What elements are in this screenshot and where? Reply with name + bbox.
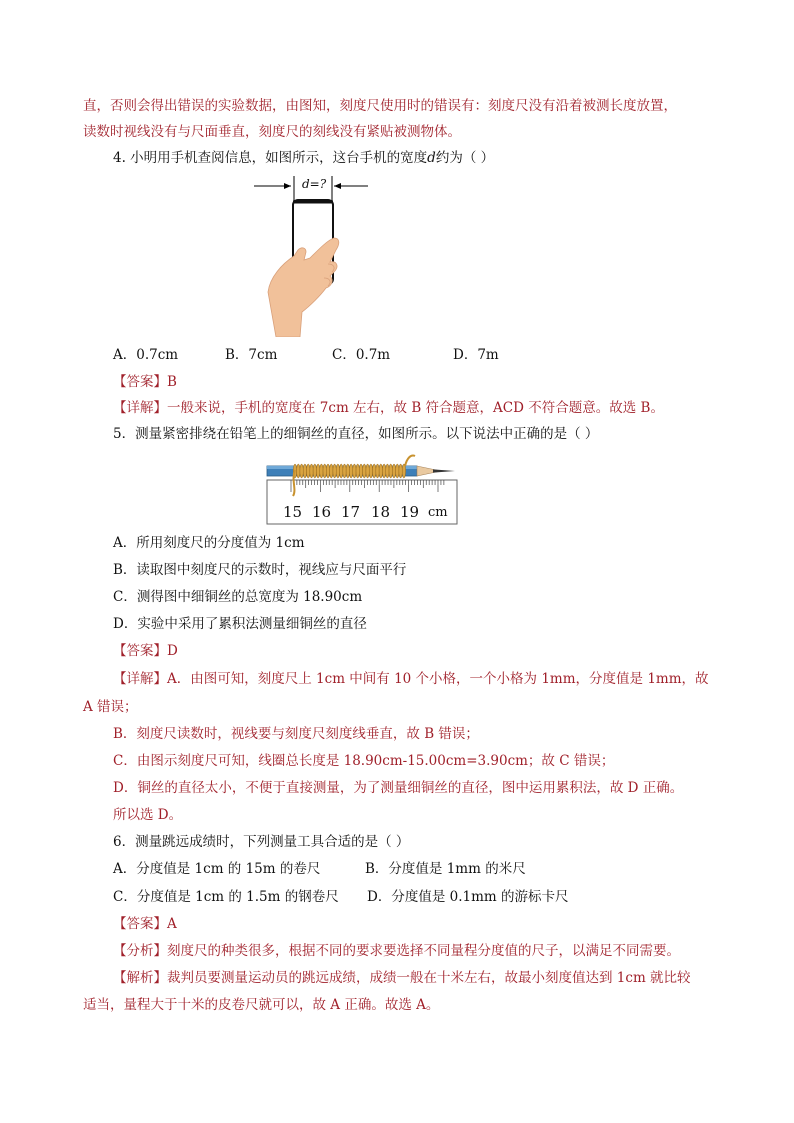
q5-detail-a-line1 [113, 669, 709, 689]
q4-answer [113, 372, 177, 392]
phone-width-label: d=? [302, 177, 327, 191]
prev-explanation-line-2: 读数时视线没有与尺面垂直，刻度尺的刻线没有紧贴被测物体。 [83, 124, 461, 140]
phone-in-hand-figure [250, 172, 375, 337]
q5-option-a: A．所用刻度尺的分度值为 1cm [113, 535, 305, 551]
q5-detail-a-line2: A 错误； [83, 699, 138, 715]
ruler-label-17: 17 [341, 503, 361, 521]
q4-stem-part-a: 4. 小明用手机查阅信息，如图所示，这台手机的宽度 [113, 150, 428, 166]
q6-answer-tag: 【答案】 [113, 916, 167, 932]
q5-option-c: C．测得图中细铜丝的总宽度为 18.90cm [113, 589, 363, 605]
ruler-label-16: 16 [312, 503, 332, 521]
q6-answer-value: A [167, 916, 177, 932]
q6-option-a: A．分度值是 1cm 的 15m 的卷尺 [113, 861, 321, 877]
q4-answer-tag: 【答案】 [113, 374, 167, 390]
ruler-label-15: 15 [283, 503, 303, 521]
q5-option-d: D．实验中采用了累积法测量细铜丝的直径 [113, 616, 367, 632]
q6-solution-tag: 【解析】 [113, 970, 167, 986]
q4-answer-value: B [167, 374, 177, 390]
q4-stem-variable: d [427, 150, 436, 166]
q5-answer-value: D [167, 643, 178, 659]
q4-option-b: B．7cm [225, 347, 278, 363]
q5-detail-tag: 【详解】 [113, 671, 167, 687]
q6-answer [113, 914, 177, 934]
q6-option-d: D．分度值是 0.1mm 的游标卡尺 [367, 889, 569, 905]
q4-stem [113, 148, 494, 168]
q4-detail [113, 398, 664, 418]
q6-analysis-text: 刻度尺的种类很多，根据不同的要求要选择不同量程分度值的尺子，以满足不同需要。 [167, 943, 680, 959]
prev-explanation-line-1: 直，否则会得出错误的实验数据，由图知，刻度尺使用时的错误有：刻度尺没有沿着被测长度放置， [83, 98, 677, 114]
q5-answer [113, 641, 178, 661]
q6-analysis [113, 941, 680, 961]
q6-analysis-tag: 【分析】 [113, 943, 167, 959]
q6-solution-text-1: 裁判员要测量运动员的跳远成绩，成绩一般在十米左右，故最小刻度值达到 1cm 就比较 [167, 970, 691, 986]
q5-detail-b: B．刻度尺读数时，视线要与刻度尺刻度线垂直，故 B 错误； [113, 726, 479, 742]
ruler-label-18: 18 [371, 503, 391, 521]
q6-option-c: C．分度值是 1cm 的 1.5m 的钢卷尺 [113, 889, 339, 905]
q5-answer-tag: 【答案】 [113, 643, 167, 659]
q4-stem-part-b: 约为（ ） [435, 150, 495, 166]
q6-solution-line2: 适当，量程大于十米的皮卷尺就可以，故 A 正确。故选 A。 [83, 997, 440, 1013]
q4-option-c: C．0.7m [332, 347, 391, 363]
q6-solution-line1 [113, 968, 691, 988]
q6-stem: 6．测量跳远成绩时，下列测量工具合适的是（ ） [113, 834, 410, 850]
q4-option-a: A．0.7cm [113, 347, 179, 363]
q5-detail-a1-text: A．由图可知，刻度尺上 1cm 中间有 10 个小格，一个小格为 1mm，分度值是 1mm，故 [167, 671, 709, 687]
ruler-label-19: 19 [400, 503, 420, 521]
q4-detail-text: 一般来说，手机的宽度在 7cm 左右，故 B 符合题意，ACD 不符合题意。故选 B。 [167, 400, 664, 416]
q5-conclusion: 所以选 D。 [113, 807, 183, 823]
q6-option-b: B．分度值是 1mm 的米尺 [365, 861, 526, 877]
ruler-unit-label: cm [428, 505, 448, 520]
q4-option-d: D．7m [453, 347, 499, 363]
q5-stem: 5．测量紧密排绕在铅笔上的细铜丝的直径，如图所示。以下说法中正确的是（ ） [113, 426, 599, 442]
q4-detail-tag: 【详解】 [113, 400, 167, 416]
q5-detail-d: D．铜丝的直径太小，不便于直接测量，为了测量细铜丝的直径，图中运用累积法，故 D 正确。 [113, 780, 684, 796]
q5-option-b: B．读取图中刻度尺的示数时，视线应与尺面平行 [113, 562, 407, 578]
q5-detail-c: C．由图示刻度尺可知，线圈总长度是 18.90cm-15.00cm=3.90cm；故 C 错误； [113, 753, 615, 769]
